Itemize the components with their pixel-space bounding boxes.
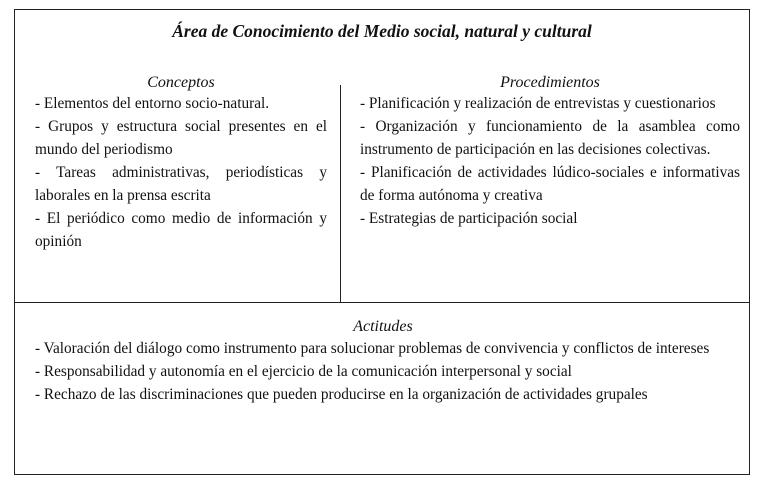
procedimientos-column: [360, 72, 740, 230]
actitudes-item: - Rechazo de las discriminaciones que pueden producirse en la organización de actividades grupales: [35, 386, 648, 403]
row-divider: [15, 302, 749, 303]
procedimientos-heading: Procedimientos: [500, 74, 600, 91]
actitudes-section: [35, 316, 731, 406]
actitudes-item: - Valoración del diálogo como instrumento para solucionar problemas de convivencia y conflictos de intereses: [35, 340, 710, 357]
procedimientos-item: - Planificación de actividades lúdico-sociales e informativas de forma autónoma y creativa: [360, 164, 740, 204]
procedimientos-item: - Organización y funcionamiento de la asamblea como instrumento de participación en las decisiones colectivas.: [360, 118, 740, 158]
conceptos-item: - Grupos y estructura social presentes en el mundo del periodismo: [35, 118, 327, 158]
title-row: [15, 10, 749, 54]
conceptos-item: - Tareas administrativas, periodísticas y laborales en la prensa escrita: [35, 164, 327, 204]
conceptos-heading: Conceptos: [147, 74, 215, 91]
actitudes-item: - Responsabilidad y autonomía en el ejercicio de la comunicación interpersonal y social: [35, 363, 572, 380]
conceptos-item: - Elementos del entorno socio-natural.: [35, 95, 270, 112]
table-title: Área de Conocimiento del Medio social, natural y cultural: [172, 21, 592, 41]
conceptos-column: [35, 72, 327, 253]
procedimientos-item: - Estrategias de participación social: [360, 210, 578, 227]
curriculum-table: [14, 9, 750, 475]
procedimientos-item: - Planificación y realización de entrevistas y cuestionarios: [360, 95, 716, 112]
column-divider: [340, 85, 341, 302]
actitudes-heading: Actitudes: [353, 318, 413, 335]
conceptos-item: - El periódico como medio de información y opinión: [35, 210, 327, 250]
